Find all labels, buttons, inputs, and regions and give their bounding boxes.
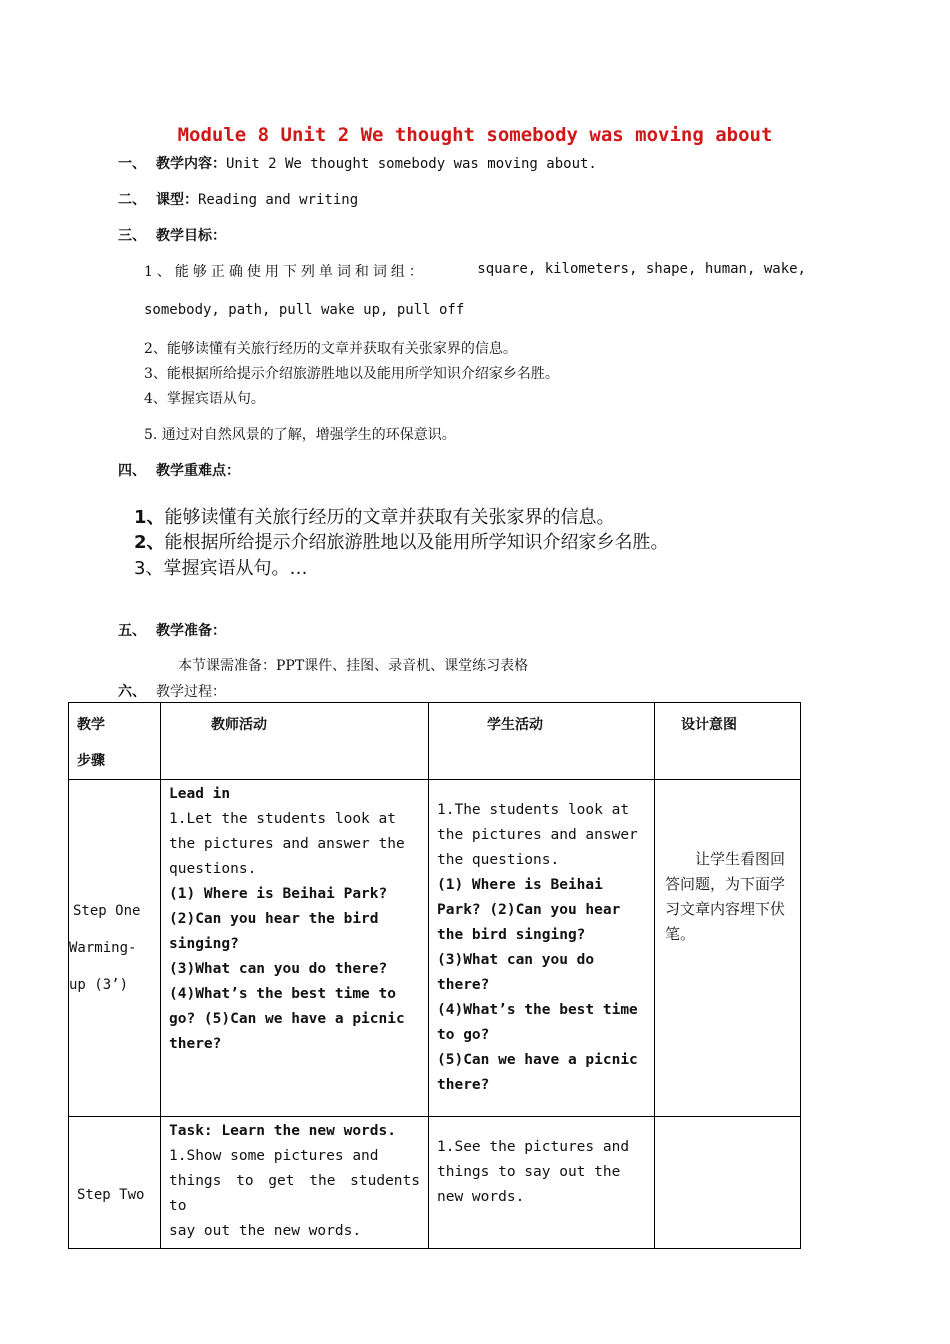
activity-line: there? [169, 1036, 222, 1052]
key-point-3 [134, 554, 307, 580]
activity-line: go? (5)Can we have a picnic [169, 1011, 405, 1027]
activity-line: say out the new words. [169, 1223, 362, 1239]
goal-2: 2、能够读懂有关旅行经历的文章并获取有关张家界的信息。 [144, 341, 517, 357]
header-teacher: 教师活动 [211, 717, 267, 733]
key-point-number: 2、 [134, 532, 165, 553]
teacher-activity-cell [161, 780, 429, 1117]
section-number: 二、 [118, 192, 146, 208]
activity-line: there? [437, 1077, 490, 1093]
process-table [68, 702, 801, 1249]
activity-line: the pictures and answer the [169, 836, 405, 852]
activity-line: new words. [437, 1189, 525, 1205]
activity-line: (2)Can you hear the bird [169, 911, 379, 927]
section-heading: 课型： [156, 192, 198, 208]
section-heading: 教学目标： [156, 228, 226, 244]
goal-1-words: square, kilometers, shape, human, wake, [477, 261, 806, 277]
activity-line: (1) Where is Beihai [437, 877, 603, 893]
section-number: 一、 [118, 156, 146, 172]
header-step-cell [69, 703, 161, 780]
step-two-cell [69, 1117, 161, 1249]
goal-1-text: 1、能够正确使用下列单词和词组： [144, 264, 427, 280]
activity-line: (5)Can we have a picnic [437, 1052, 638, 1068]
header-student-cell [429, 703, 655, 780]
section-heading: 教学准备： [156, 623, 226, 639]
section-number: 六、 [118, 684, 146, 700]
activity-line: the questions. [437, 852, 560, 868]
activity-line: things to say out the [437, 1164, 621, 1180]
section-heading: 教学内容： [156, 156, 226, 172]
activity-line: (4)What’s the best time [437, 1002, 638, 1018]
activity-line: 1.Show some pictures and [169, 1148, 379, 1164]
goal-1-words-cont: somebody, path, pull wake up, pull off [144, 302, 465, 318]
step-label: up (3’) [69, 976, 129, 993]
section-text: Reading and writing [198, 192, 359, 208]
activity-line: things to get the students to [169, 1173, 420, 1214]
goal-1 [144, 261, 806, 281]
table-row [69, 780, 801, 1117]
step-label: Warming- [69, 939, 137, 956]
step-label: Step Two [77, 1187, 145, 1203]
activity-line: 1.The students look at [437, 802, 630, 818]
section-goals [118, 225, 226, 245]
design-intent-text: 让学生看图回答问题，为下面学习文章内容埋下伏笔。 [665, 850, 786, 943]
section-content [118, 153, 597, 173]
activity-heading: Task: Learn the new words. [169, 1123, 396, 1139]
activity-line: the bird singing? [437, 927, 586, 943]
key-point-text: 掌握宾语从句。… [163, 558, 308, 579]
header-step-line2: 步骤 [77, 753, 105, 769]
section-preparation [118, 620, 226, 640]
activity-line: singing? [169, 936, 239, 952]
table-row [69, 1117, 801, 1249]
activity-line: there? [437, 977, 490, 993]
header-intent-cell [655, 703, 801, 780]
student-activity-cell [429, 1117, 655, 1249]
key-point-2 [134, 528, 669, 554]
document-title: Module 8 Unit 2 We thought somebody was moving about [177, 124, 773, 146]
header-teacher-cell [161, 703, 429, 780]
key-point-1 [134, 503, 615, 529]
activity-line: the pictures and answer [437, 827, 638, 843]
preparation-text: 本节课需准备：PPT课件、挂图、录音机、课堂练习表格 [178, 658, 529, 674]
activity-line: questions. [169, 861, 257, 877]
section-text: Unit 2 We thought somebody was moving about. [226, 156, 597, 172]
step-label: Step One [73, 902, 141, 919]
activity-heading: Lead in [169, 786, 231, 802]
header-student: 学生活动 [487, 717, 543, 733]
student-activity-cell [429, 780, 655, 1117]
section-process [118, 681, 226, 701]
section-number: 四、 [118, 463, 146, 479]
step-one-cell [69, 780, 161, 1117]
activity-line: Park? (2)Can you hear [437, 902, 621, 918]
goal-3: 3、能根据所给提示介绍旅游胜地以及能用所学知识介绍家乡名胜。 [144, 366, 559, 382]
header-step-line1: 教学 [77, 717, 105, 733]
design-intent-cell [655, 1117, 801, 1249]
activity-line: to go? [437, 1027, 490, 1043]
activity-line: 1.Let the students look at [169, 811, 396, 827]
section-number: 五、 [118, 623, 146, 639]
design-intent-cell [655, 780, 801, 1117]
goal-4: 4、掌握宾语从句。 [144, 391, 265, 407]
goal-5: 5. 通过对自然风景的了解，增强学生的环保意识。 [144, 427, 456, 443]
activity-line: (3)What can you do [437, 952, 595, 968]
activity-line: (1) Where is Beihai Park? [169, 886, 388, 902]
table-header-row [69, 703, 801, 780]
key-point-text: 能够读懂有关旅行经历的文章并获取有关张家界的信息。 [164, 507, 615, 528]
activity-line: (4)What’s the best time to [169, 986, 396, 1002]
activity-line: (3)What can you do there? [169, 961, 388, 977]
header-intent: 设计意图 [681, 717, 737, 733]
section-key-points [118, 460, 240, 480]
teacher-activity-cell [161, 1117, 429, 1249]
key-point-number: 1、 [134, 507, 165, 528]
section-number: 三、 [118, 228, 146, 244]
section-type [118, 189, 358, 209]
activity-line: 1.See the pictures and [437, 1139, 630, 1155]
section-heading: 教学重难点： [156, 463, 240, 479]
section-heading: 教学过程： [156, 684, 226, 700]
key-point-text: 能根据所给提示介绍旅游胜地以及能用所学知识介绍家乡名胜。 [164, 532, 669, 553]
key-point-number: 3、 [134, 558, 164, 579]
